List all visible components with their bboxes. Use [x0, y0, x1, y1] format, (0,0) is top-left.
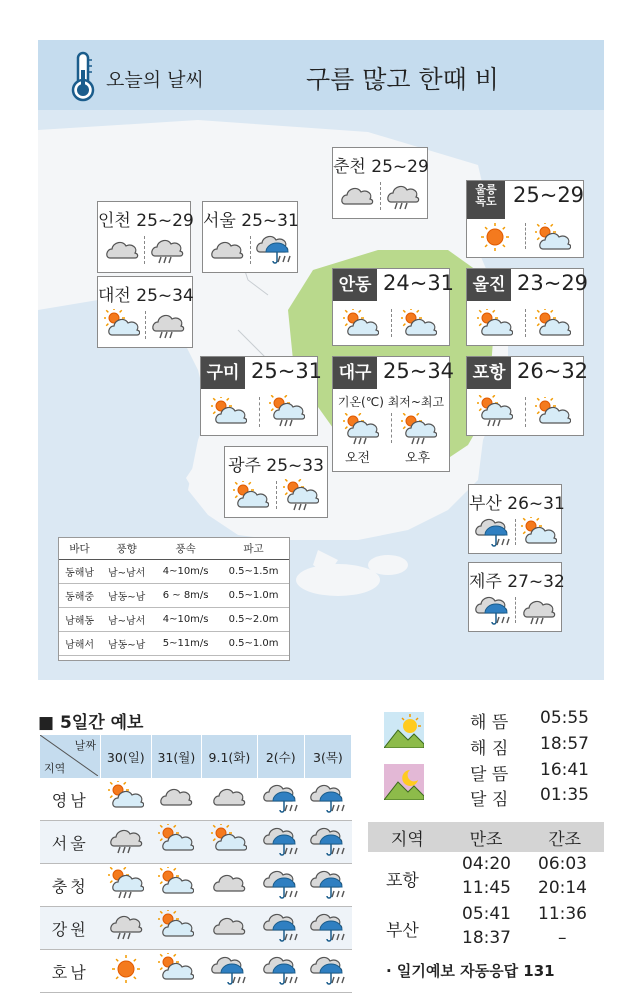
partly-cloudy-icon: [535, 309, 571, 339]
city-name: 대구: [333, 357, 377, 389]
day-header: 3(목): [304, 735, 351, 778]
cloud-rain-icon: [521, 595, 557, 627]
region-name: 강원: [40, 907, 101, 950]
forecast-cell: [202, 821, 258, 864]
city-name: 부산: [469, 494, 502, 514]
tide-region: 포항: [386, 871, 419, 891]
rain-umbrella-icon: [475, 515, 511, 549]
high-tide-time: 05:41: [462, 904, 511, 924]
rain-umbrella-icon: [263, 867, 299, 899]
table-cell: 남해동: [59, 608, 100, 632]
city-card-seoul: [202, 201, 298, 273]
sunset-time: 18:57: [540, 734, 589, 754]
corner-date-label: 날짜: [74, 739, 96, 752]
cloud-icon: [158, 781, 194, 813]
table-cell: 남~남서: [100, 560, 153, 584]
city-card-ulleung: [466, 180, 584, 258]
city-name: 대전: [98, 286, 131, 306]
partly-cloudy-rain-icon: [477, 395, 513, 429]
city-name: 광주: [228, 456, 261, 476]
high-tide-time: 04:20: [462, 854, 511, 874]
low-tide-time: –: [558, 928, 567, 948]
forecast-cell: [202, 864, 258, 907]
table-row: [59, 632, 289, 656]
sunrise-time: 05:55: [540, 708, 589, 728]
partly-cloudy-icon: [158, 953, 194, 985]
temp-range: 26~31: [507, 494, 565, 514]
city-name: 포항: [467, 357, 511, 389]
partly-cloudy-icon: [521, 517, 557, 547]
corner-header: [40, 735, 101, 778]
table-cell: 5~11m/s: [153, 632, 218, 656]
low-tide-time: 20:14: [538, 878, 587, 898]
temp-range: 24~31: [383, 271, 455, 295]
tide-region: 부산: [386, 921, 419, 941]
cloud-icon: [104, 234, 140, 266]
column-header: 만조: [469, 829, 503, 850]
rain-umbrella-icon: [475, 593, 511, 627]
tide-table: [368, 822, 604, 956]
rain-umbrella-icon: [310, 910, 346, 942]
temp-range: 25~31: [251, 359, 323, 383]
forecast-cell: [101, 864, 152, 907]
tide-row-busan: [368, 904, 604, 956]
sunrise-label: 해 뜸: [470, 713, 509, 733]
city-card-daegu: [332, 356, 455, 472]
table-cell: 4~10m/s: [153, 560, 218, 584]
moonrise-time: 16:41: [540, 760, 589, 780]
city-name: 구미: [201, 357, 245, 389]
rain-umbrella-icon: [263, 953, 299, 985]
rain-umbrella-icon: [256, 232, 292, 266]
rain-umbrella-icon: [263, 910, 299, 942]
cloud-rain-icon: [385, 180, 421, 212]
city-name: 인천: [98, 211, 131, 231]
city-card-chuncheon: [332, 147, 428, 219]
table-cell: 남동~남: [100, 632, 153, 656]
city-card-busan: [468, 484, 565, 554]
partly-cloudy-rain-icon: [108, 867, 144, 899]
table-cell: 동해중: [59, 584, 100, 608]
high-tide-time: 11:45: [462, 878, 511, 898]
partly-cloudy-icon: [343, 309, 379, 339]
temp-range: 23~29: [517, 271, 589, 295]
forecast-cell: [151, 778, 202, 821]
tide-row-pohang: [368, 852, 604, 904]
city-card-pohang: [466, 356, 589, 436]
table-row: [59, 584, 289, 608]
cloud-rain-icon: [150, 309, 186, 341]
forecast-cell: [151, 864, 202, 907]
rain-umbrella-icon: [263, 824, 299, 856]
partly-cloudy-rain-icon: [269, 395, 305, 429]
five-day-forecast-table: [40, 735, 352, 993]
forecast-cell: [101, 907, 152, 950]
moonset-label: 달 짐: [470, 790, 509, 810]
table-row: [59, 560, 289, 584]
city-card-gumi: [200, 356, 323, 436]
partly-cloudy-rain-icon: [343, 413, 379, 445]
partly-cloudy-icon: [477, 309, 513, 339]
forecast-cell: [304, 907, 351, 950]
cloud-icon: [211, 781, 247, 813]
rain-umbrella-icon: [310, 867, 346, 899]
forecast-cell: [257, 907, 304, 950]
region-name: 영남: [40, 778, 101, 821]
table-cell: 4~10m/s: [153, 608, 218, 632]
table-cell: 남~남서: [100, 608, 153, 632]
moonset-time: 01:35: [540, 785, 589, 805]
forecast-cell: [257, 821, 304, 864]
day-header: 9.1(화): [202, 735, 258, 778]
city-name: 울진: [467, 269, 511, 301]
city-card-uljin: [466, 268, 589, 346]
sea-conditions-table: [58, 537, 290, 661]
partly-cloudy-icon: [233, 481, 269, 511]
high-tide-time: 18:37: [462, 928, 511, 948]
forecast-cell: [257, 864, 304, 907]
forecast-cell: [101, 821, 152, 864]
forecast-cell: [151, 821, 202, 864]
table-row: [59, 608, 289, 632]
cloud-rain-icon: [108, 824, 144, 856]
moonrise-icon: [384, 764, 424, 800]
sunrise-icon: [384, 712, 424, 748]
partly-cloudy-icon: [158, 824, 194, 856]
forecast-cell: [202, 950, 258, 993]
cloud-icon: [211, 867, 247, 899]
forecast-cell: [151, 950, 202, 993]
forecast-cell: [304, 821, 351, 864]
forecast-cell: [202, 778, 258, 821]
rain-umbrella-icon: [310, 824, 346, 856]
temp-range: 25~34: [136, 286, 194, 306]
forecast-cell: [257, 778, 304, 821]
rain-umbrella-icon: [263, 781, 299, 813]
page-title: 오늘의 날씨: [106, 69, 204, 91]
low-tide-time: 11:36: [538, 904, 587, 924]
forecast-phone-info: · 일기예보 자동응답 131: [386, 962, 555, 980]
forecast-cell: [202, 907, 258, 950]
forecast-cell: [304, 950, 351, 993]
table-cell: 0.5~1.5m: [218, 560, 289, 584]
corner-region-label: 지역: [44, 762, 66, 775]
sunset-label: 해 짐: [470, 739, 509, 759]
table-cell: 0.5~1.0m: [218, 632, 289, 656]
forecast-cell: [304, 778, 351, 821]
temp-range: 25~29: [513, 183, 585, 207]
cloud-rain-icon: [108, 910, 144, 942]
city-card-andong: [332, 268, 455, 346]
city-card-gwangju: [224, 446, 328, 518]
rain-umbrella-icon: [310, 953, 346, 985]
city-card-jeju: [468, 562, 565, 632]
forecast-cell: [304, 864, 351, 907]
temp-range: 27~32: [507, 572, 565, 592]
partly-cloudy-icon: [535, 223, 571, 253]
pm-label: 오후: [405, 451, 431, 466]
column-header: 바다: [59, 538, 100, 560]
temp-range: 25~29: [371, 157, 429, 177]
temp-range: 25~31: [241, 211, 299, 231]
forecast-cell: [101, 950, 152, 993]
partly-cloudy-rain-icon: [283, 479, 319, 513]
temp-range: 26~32: [517, 359, 589, 383]
city-name: 제주: [469, 572, 502, 592]
table-cell: 동해남: [59, 560, 100, 584]
table-cell: 6 ~ 8m/s: [153, 584, 218, 608]
forecast-row: [40, 864, 352, 907]
am-label: 오전: [345, 451, 371, 466]
column-header: 지역: [390, 829, 424, 850]
forecast-cell: [101, 778, 152, 821]
header-bar: [38, 40, 604, 110]
cloud-icon: [211, 910, 247, 942]
column-header: 풍속: [153, 538, 218, 560]
partly-cloudy-icon: [104, 309, 140, 341]
forecast-cell: [151, 907, 202, 950]
column-header: 간조: [548, 829, 582, 850]
region-name: 충청: [40, 864, 101, 907]
forecast-title: ■ 5일간 예보: [38, 713, 144, 733]
day-header: 2(수): [257, 735, 304, 778]
partly-cloudy-icon: [158, 867, 194, 899]
region-name: 서울: [40, 821, 101, 864]
forecast-row: [40, 907, 352, 950]
table-cell: 남동~남: [100, 584, 153, 608]
rain-umbrella-icon: [211, 953, 247, 985]
forecast-row: [40, 950, 352, 993]
city-name: 서울: [203, 211, 236, 231]
day-header: 31(월): [151, 735, 202, 778]
table-cell: 0.5~2.0m: [218, 608, 289, 632]
temp-range: 25~29: [136, 211, 194, 231]
cloud-icon: [339, 180, 375, 212]
partly-cloudy-icon: [158, 910, 194, 942]
city-name: 울릉 독도: [467, 181, 505, 219]
forecast-row: [40, 821, 352, 864]
partly-cloudy-icon: [211, 397, 247, 427]
cloud-rain-icon: [149, 234, 185, 266]
region-name: 호남: [40, 950, 101, 993]
city-name: 춘천: [333, 157, 366, 177]
weather-summary: 구름 많고 한때 비: [306, 65, 499, 94]
partly-cloudy-icon: [401, 309, 437, 339]
tide-header: [368, 822, 604, 852]
city-card-daejeon: [97, 276, 193, 348]
temp-range: 25~33: [266, 456, 324, 476]
table-cell: 0.5~1.0m: [218, 584, 289, 608]
cloud-icon: [209, 234, 245, 266]
sun-icon: [479, 221, 511, 253]
low-tide-time: 06:03: [538, 854, 587, 874]
temp-range: 25~34: [383, 359, 455, 383]
sun-icon: [108, 953, 144, 985]
temp-legend: 기온(℃) 최저~최고: [337, 395, 445, 409]
column-header: 풍향: [100, 538, 153, 560]
city-card-incheon: [97, 201, 194, 273]
forecast-row: [40, 778, 352, 821]
column-header: 파고: [218, 538, 289, 560]
partly-cloudy-rain-icon: [401, 413, 437, 445]
rain-umbrella-icon: [310, 781, 346, 813]
thermometer-icon: [68, 50, 98, 102]
day-header: 30(일): [101, 735, 152, 778]
partly-cloudy-icon: [211, 824, 247, 856]
forecast-cell: [257, 950, 304, 993]
partly-cloudy-icon: [535, 397, 571, 427]
moonrise-label: 달 뜸: [470, 765, 509, 785]
city-name: 안동: [333, 269, 377, 301]
table-cell: 남해서: [59, 632, 100, 656]
partly-cloudy-icon: [108, 781, 144, 813]
